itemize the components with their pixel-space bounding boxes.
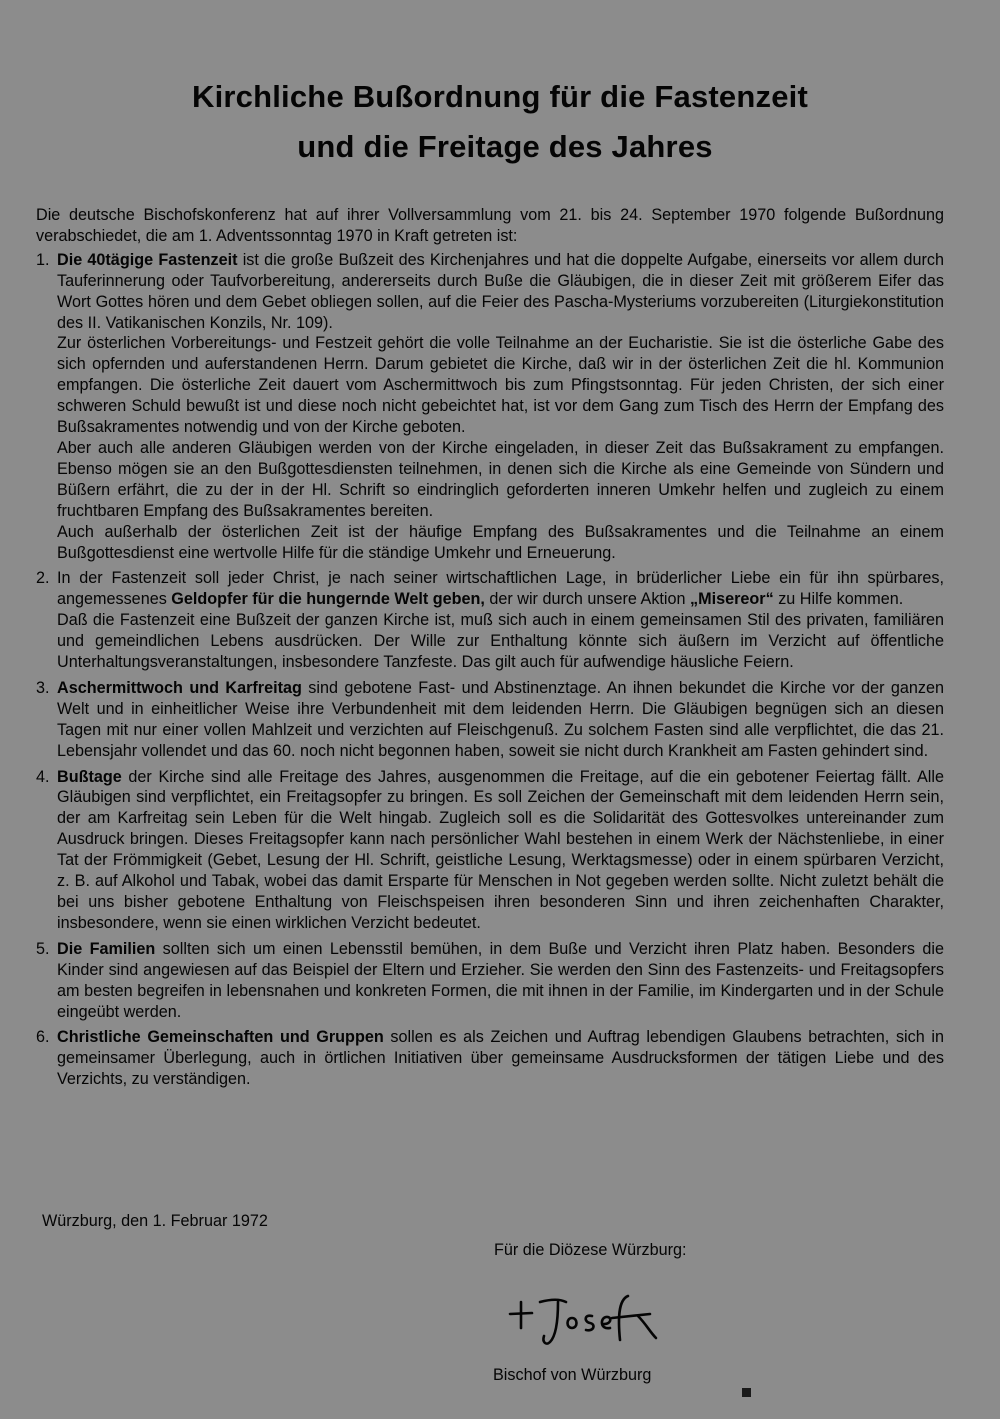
item-text: ist die große Bußzeit des Kirchenjahres und hat die doppelte Aufgabe, einerseits vor allem durch Tauferinnerung oder Taufvorbereitung, andererseits durch Buße die Gläubigen, die in dieser Zeit mit größerem Eifer das Wort Gottes hören und dem Gebet obliegen sollen, auf die Feier des Pascha-Mysteriums vorzubereiten (Liturgiekonstitution des II. Vatikanischen Konzils, Nr. 109).: [57, 250, 944, 332]
document-body: [36, 205, 944, 1095]
document-title: [0, 72, 1000, 172]
item-paragraph: Zur österlichen Vorbereitungs- und Festzeit gehört die volle Teilnahme an der Eucharistie. Sie ist die österliche Gabe des sich opfernden und auferstandenen Herrn. Darum gebietet die Kirche, daß wir in der österlichen Zeit die hl. Kommunion empfangen. Die österliche Zeit dauert vom Aschermittwoch bis zum Pfingstsonntag. Für jeden Christen, der sich einer schweren Schuld bewußt ist und diese noch nicht gebeichtet hat, ist vor dem Gang zum Tisch des Herrn der Empfang des Bußsakramentes notwendig und von der Kirche geboten.: [57, 334, 944, 437]
title-line-1: Kirchliche Bußordnung für die Fastenzeit: [192, 79, 808, 114]
item-lead: Aschermittwoch und Karfreitag: [57, 678, 302, 697]
item-number: 4.: [36, 767, 50, 786]
item-lead: Die Familien: [57, 939, 156, 958]
list-item: [36, 250, 944, 564]
title-line-2: und die Freitage des Jahres: [297, 129, 713, 164]
list-item: [36, 767, 944, 934]
item-lead: Christliche Gemeinschaften und Gruppen: [57, 1028, 384, 1047]
diocese-line: Für die Diözese Würzburg:: [494, 1241, 687, 1259]
list-item: [36, 939, 944, 1023]
item-text: sollten sich um einen Lebensstil bemühen, in dem Buße und Verzicht ihren Platz haben. Besonders die Kinder sind angewiesen auf das Beispiel der Eltern und Erzieher. Sie werden den Sinn des Fastenzeits- und Freitagsopfers am besten begreifen in lebensnahen und konkreten Formen, die mit ihnen in der Familie, im Kindergarten und in der Schule eingeübt werden.: [57, 939, 945, 1021]
item-text: der wir durch unsere Aktion: [484, 590, 691, 609]
item-number: 3.: [36, 678, 50, 697]
item-number: 5.: [36, 939, 50, 958]
item-lead: Bußtage: [57, 767, 122, 786]
item-paragraph: Daß die Fastenzeit eine Bußzeit der ganzen Kirche ist, muß sich auch in einem gemeinsamen Stil des privaten, familiären und gemeindlichen Lebens ausdrücken. Der Wille zur Enthaltung könnte sich äußern im Verzicht auf öffentliche Unterhaltungsveranstaltungen, insbesondere Tanzfeste. Das gilt auch für aufwendige häusliche Feiern.: [57, 611, 944, 672]
print-mark: [742, 1388, 751, 1397]
bishop-title: Bischof von Würzburg: [493, 1366, 652, 1384]
place-date: Würzburg, den 1. Februar 1972: [42, 1212, 268, 1230]
item-text: zu Hilfe kommen.: [773, 590, 904, 609]
item-paragraph: Auch außerhalb der österlichen Zeit ist der häufige Empfang des Bußsakramentes und die Teilnahme an einem Bußgottesdienst eine wertvolle Hilfe für die ständige Umkehr und Erneuerung.: [57, 522, 944, 562]
list-item: [36, 678, 944, 762]
regulation-list: [36, 250, 944, 1090]
intro-paragraph: Die deutsche Bischofskonferenz hat auf ihrer Vollversammlung vom 21. bis 24. September 1970 folgende Bußordnung verabschiedet, die am 1. Adventssonntag 1970 in Kraft getreten ist:: [36, 206, 944, 245]
item-text: sollen es als Zeichen und Auftrag lebendigen Glaubens betrachten, sich in gemeinsamer Überlegung, auch in örtlichen Initiativen über gemeinsame Ausdrucksformen der tätigen Liebe und des Verzichts, zu verständigen.: [57, 1028, 944, 1089]
item-number: 6.: [36, 1028, 50, 1047]
item-text: sind gebotene Fast- und Abstinenztage. An ihnen bekundet die Kirche vor der ganzen Welt und in einheitlicher Weise ihre Verbundenheit mit dem leidenden Herrn. Die Gläubigen begnügen sich an diesen Tagen mit nur einer vollen Mahlzeit und verzichten auf Fleischgenuß. Zu solchem Fasten sind alle verpflichtet, die das 21. Lebensjahr vollendet und das 60. noch nicht begonnen haben, soweit sie nicht durch Krankheit am Fasten gehindert sind.: [57, 678, 944, 760]
item-text: In der Fastenzeit soll jeder Christ, je nach seiner wirtschaftlichen Lage, in brüderlicher Liebe ein für ihn spürbares, angemessenes: [57, 569, 944, 609]
item-lead: Die 40tägige Fastenzeit: [57, 250, 238, 269]
item-paragraph: Aber auch alle anderen Gläubigen werden von der Kirche eingeladen, in dieser Zeit das Bußsakrament zu empfangen. Ebenso mögen sie an den Bußgottesdiensten teilnehmen, in denen sich die Kirche als eine Gemeinde von Sündern und Büßern erfährt, die zu der in der Hl. Schrift so eindringlich geforderten inneren Umkehr helfen und zugleich zu einem fruchtbaren Empfang des Bußsakramentes bereiten.: [57, 438, 944, 520]
signature-image: [500, 1280, 670, 1350]
list-item: [36, 1027, 944, 1090]
list-item: [36, 568, 944, 673]
item-number: 1.: [36, 250, 50, 269]
item-lead: Geldopfer für die hungernde Welt geben,: [171, 590, 485, 609]
item-lead: „Misereor“: [690, 590, 774, 609]
item-number: 2.: [36, 569, 50, 588]
item-text: der Kirche sind alle Freitage des Jahres, ausgenommen die Freitage, auf die ein gebotener Feiertag fällt. Alle Gläubigen sind verpflichtet, ein Freitagsopfer zu bringen. Es soll Zeichen der Gemeinschaft mit dem leidenden Herrn sein, der am Karfreitag sein Leben für die Welt hingab. Zugleich soll es die Solidarität des Gottesvolkes untereinander zum Ausdruck bringen. Dieses Freitagsopfer kann nach persönlicher Wahl bestehen in einem Werk der Nächstenliebe, in einer Tat der Frömmigkeit (Gebet, Lesung der Hl. Schrift, geistliche Lesung, Werktagsmesse) oder in einem spürbaren Verzicht, z. B. auf Alkohol und Tabak, wobei das damit Ersparte für Menschen in Not gegeben werden sollte. Nicht zuletzt behält die bei uns bisher gebotene Enthaltung von Fleischspeisen ihren besonderen Sinn und ihren zeichenhaften Charakter, insbesondere, wenn sie einen wirklichen Verzicht bedeutet.: [57, 767, 944, 932]
